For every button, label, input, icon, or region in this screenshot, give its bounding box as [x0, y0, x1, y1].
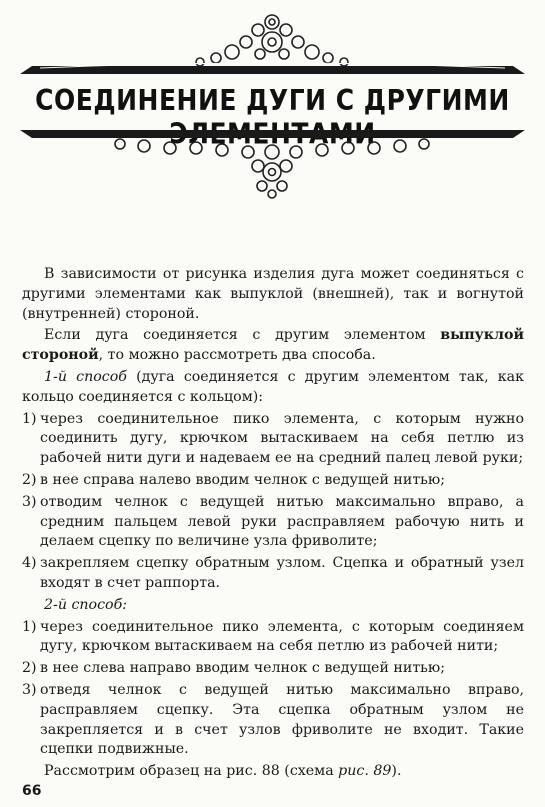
paragraph-convex-end: , то можно рассмотреть два способа.: [98, 347, 376, 364]
list-item-text: через соединительное пико элемента, с которым соединяем дугу, крючком вытаскиваем на себя петлю из рабочей нити;: [40, 618, 524, 655]
list-item-text: в нее слева направо вводим челнок с ведущей нитью;: [40, 660, 446, 677]
list-item-text: отводим челнок с ведущей нитью максимально вправо, а средним пальцем левой руки расправляем рабочую нить и делаем сцепку по величине узла фриволите;: [40, 493, 524, 550]
lace-ornament-bottom: [20, 128, 525, 200]
list-item-text: через соединительное пико элемента, с которым нужно соединить дугу, крючком вытаскиваем на себя петлю из рабочей нити дуги и надеваем ее на средний палец левой руки;: [40, 410, 524, 467]
list-item-number: 3): [22, 681, 37, 698]
method2-label: 2-й способ:: [44, 596, 128, 613]
list-item-number: 2): [22, 660, 37, 677]
list-item-number: 1): [22, 410, 37, 427]
final-text-start: Рассмотрим образец на рис. 88 (схема: [44, 763, 339, 780]
list-item-number: 1): [22, 618, 37, 635]
list-item-number: 2): [22, 471, 37, 488]
paragraph-convex-start: Если дуга соединяется с другим элементом: [44, 327, 441, 344]
bold-term: выпуклой стороной: [22, 327, 524, 364]
list-item: [22, 471, 524, 491]
page-number: 66: [22, 783, 42, 799]
paragraph-intro: В зависимости от рисунка изделия дуга может соединяться с другими элементами как выпуклой (внешней), так и вогнутой (внутренней) стороной.: [22, 266, 524, 322]
list-item-text: отведя челнок с ведущей нитью максимально вправо, расправляем сцепку. Эта сцепка обратным узлом не закрепляется и в счет узлов фриволите не входит. Такие сцепки подвижные.: [40, 681, 524, 758]
list-item: [22, 681, 524, 760]
paragraph-convex: [22, 326, 524, 366]
list-item: [22, 659, 524, 679]
list-item-number: 3): [22, 493, 37, 510]
list-item-text: в нее справа налево вводим челнок с ведущей нитью;: [40, 471, 446, 488]
method1-description: (дуга соединяется с другим элементом так, как кольцо соединяется с кольцом):: [22, 368, 524, 405]
list-item-text: закрепляем сцепку обратным узлом. Сцепка и обратный узел входят в счет раппорта.: [40, 555, 524, 591]
list-item: [22, 554, 524, 594]
main-text: [22, 265, 524, 782]
list-item-number: 4): [22, 555, 37, 572]
final-text-end: ).: [391, 763, 402, 780]
page-title: СОЕДИНЕНИЕ ДУГИ С ДРУГИМИ: [35, 83, 510, 117]
list-item: [22, 410, 524, 469]
method1-label: 1-й способ: [44, 368, 127, 385]
list-item: [22, 618, 524, 658]
list-item: [22, 493, 524, 552]
paragraph-final: [22, 762, 524, 782]
method1-heading: [22, 368, 524, 408]
lace-ornament-top: [20, 8, 525, 78]
figure-reference: рис. 89: [338, 763, 392, 780]
